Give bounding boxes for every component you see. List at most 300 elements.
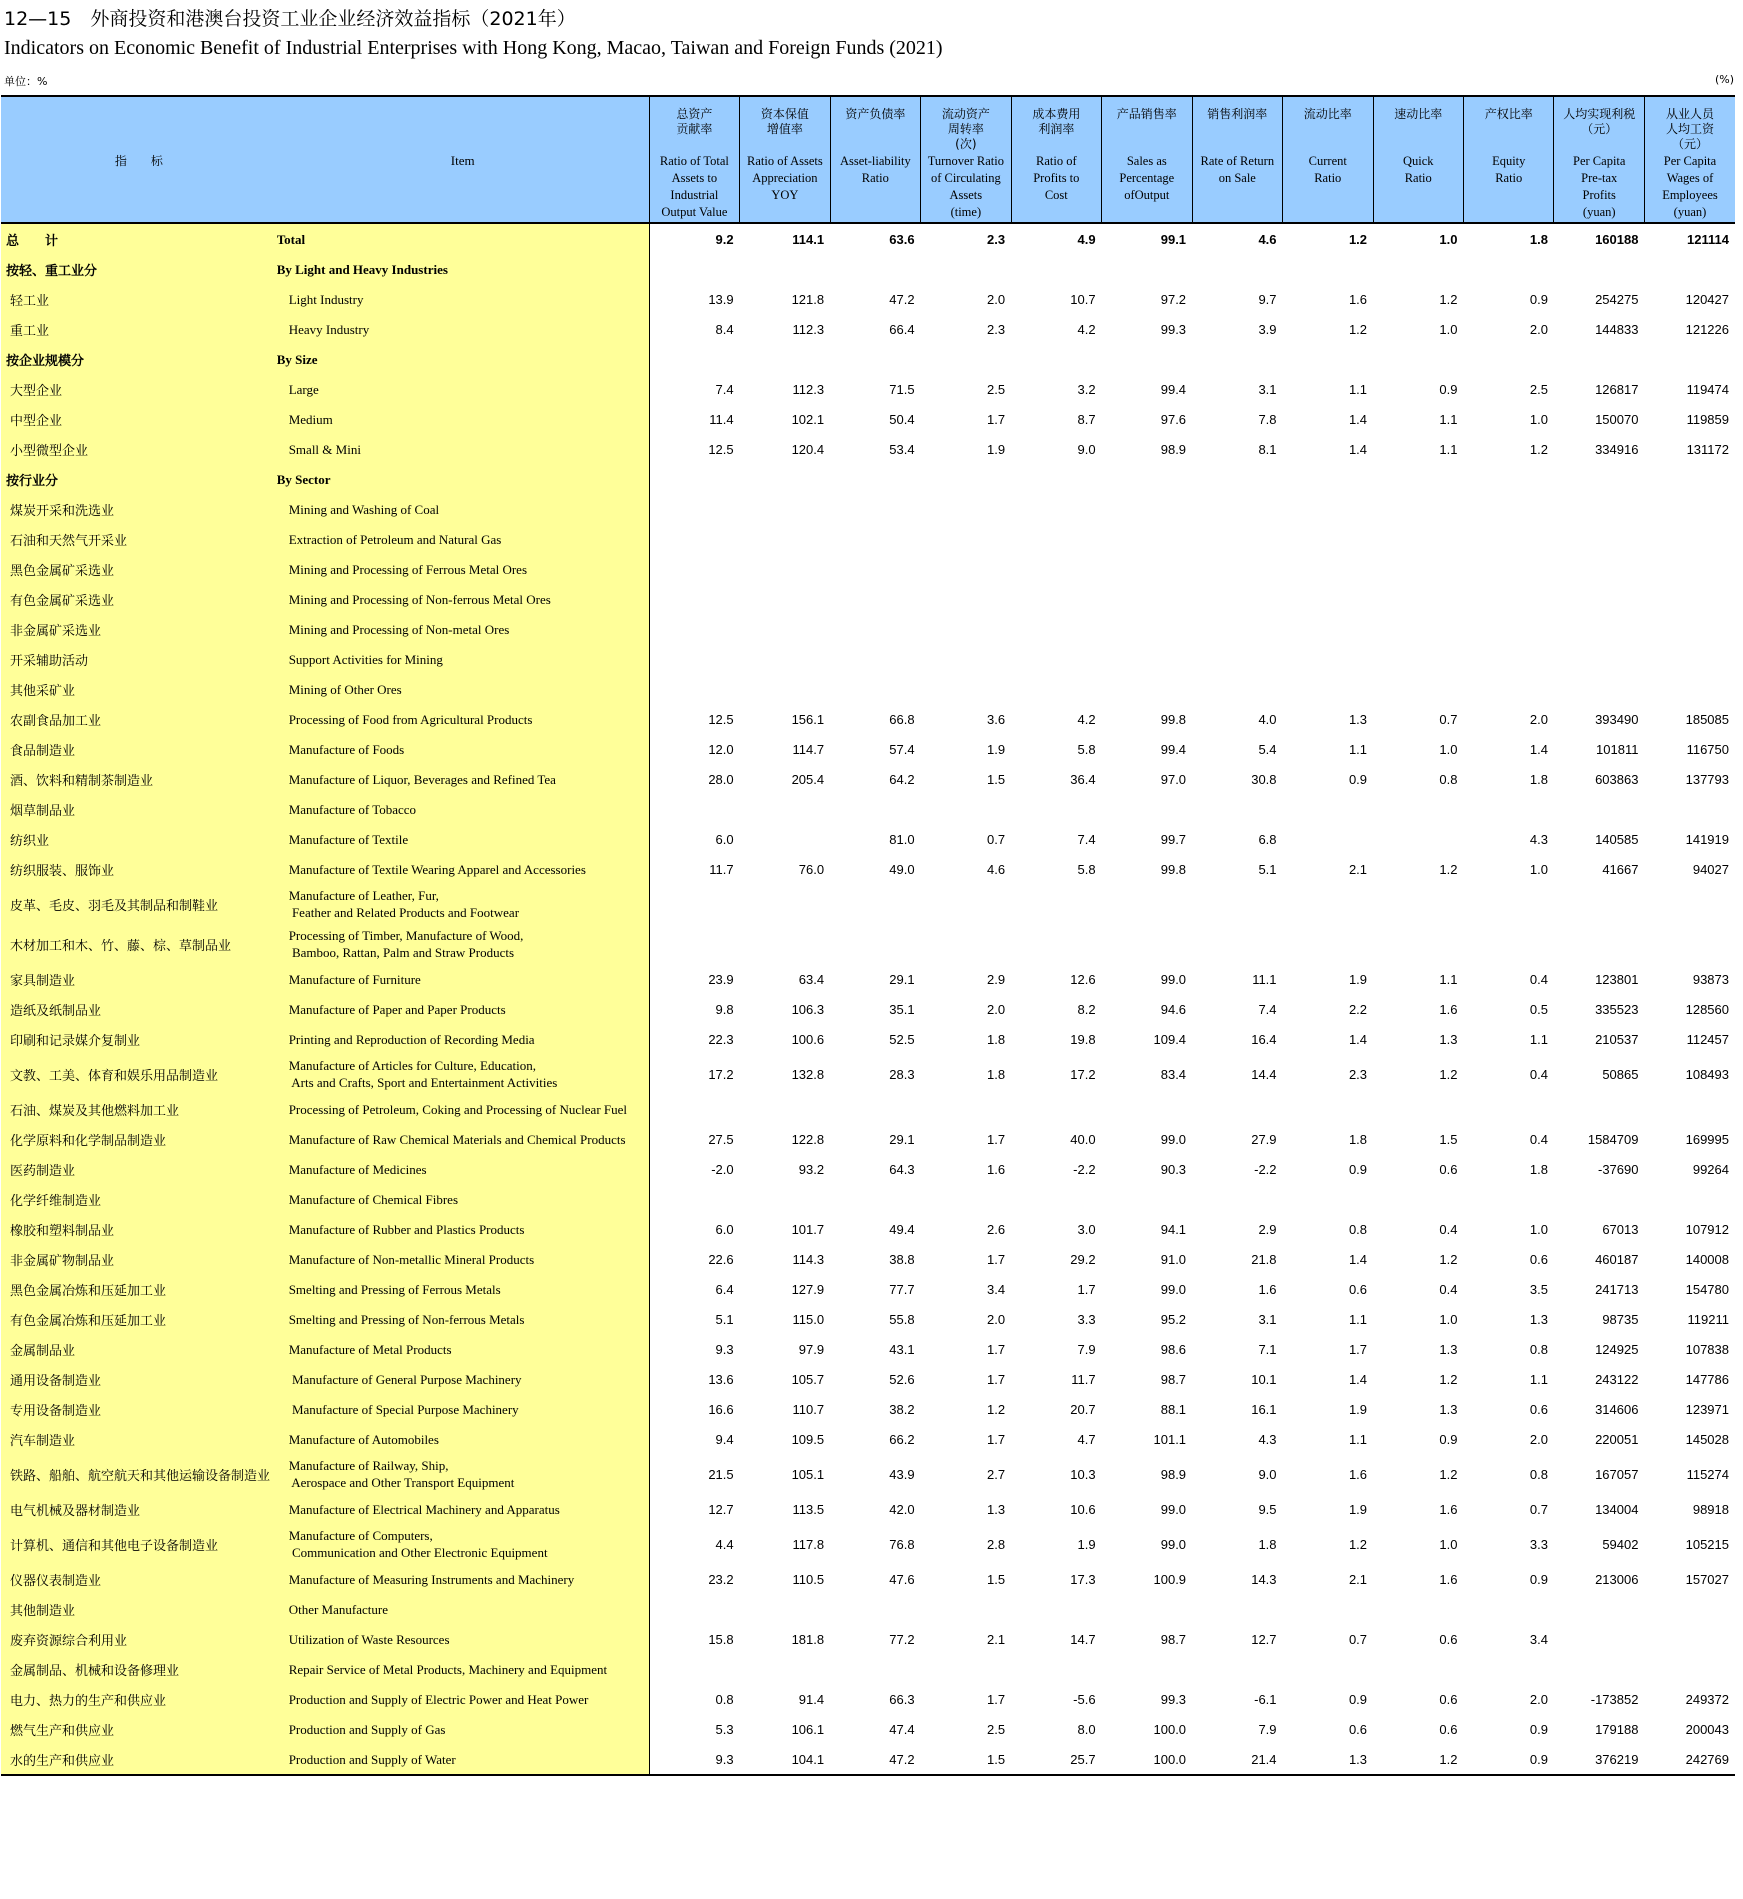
value-cell: 100.9 <box>1153 1571 1187 1587</box>
value-cell <box>649 794 739 824</box>
value-cell: 1.3 <box>1283 1744 1373 1775</box>
value-cell: 1.7 <box>987 411 1006 427</box>
value-cell: 99.8 <box>1160 711 1187 727</box>
row-label-cn: 按企业规模分 <box>1 344 277 374</box>
value-cell: 13.9 <box>708 291 734 307</box>
value-cell: 35.1 <box>889 1001 915 1017</box>
value-cell <box>1373 344 1463 374</box>
value-cell <box>1554 524 1644 554</box>
row-label-cn: 按行业分 <box>1 464 277 494</box>
column-header-cn: 成本费用 利润率 <box>1032 107 1081 136</box>
value-cell: 20.7 <box>1070 1401 1096 1417</box>
value-cell: 115.0 <box>792 1311 825 1327</box>
value-cell <box>1464 1594 1554 1624</box>
value-cell: 1.7 <box>987 1341 1006 1357</box>
value-cell <box>1192 674 1282 704</box>
column-header-en: Quick Ratio <box>1402 154 1434 185</box>
row-label-en-text: Manufacture of Special Purpose Machinery <box>288 1401 519 1417</box>
value-cell: 2.3 <box>987 321 1006 337</box>
value-cell <box>1011 884 1101 924</box>
column-header-cn: 资产负债率 <box>845 107 906 121</box>
value-cell <box>1373 794 1463 824</box>
column-header-en: Ratio of Profits to Cost <box>1033 154 1080 202</box>
value-cell: 2.0 <box>1529 711 1548 727</box>
value-cell: 100.6 <box>791 1031 825 1047</box>
row-label-cn: 印刷和记录媒介复制业 <box>1 1024 277 1054</box>
value-cell <box>830 1654 920 1684</box>
row-label-en <box>277 1494 649 1524</box>
table-row <box>1 1274 1735 1304</box>
value-cell: 107838 <box>1685 1341 1729 1357</box>
value-cell: 2.6 <box>987 1221 1006 1237</box>
value-cell: 0.9 <box>1348 1161 1368 1177</box>
value-cell: 63.4 <box>798 971 825 987</box>
value-cell: 23.9 <box>708 971 734 987</box>
value-cell: 50.4 <box>889 411 915 427</box>
value-cell: 4.6 <box>987 861 1006 877</box>
column-header <box>1192 96 1282 223</box>
value-cell: 3.3 <box>1529 1536 1548 1552</box>
value-cell: 4.0 <box>1258 711 1277 727</box>
value-cell: 1.0 <box>1439 741 1458 757</box>
value-cell <box>1373 884 1463 924</box>
row-label-en-text: Manufacture of Liquor, Beverages and Refined Tea <box>288 771 556 787</box>
value-cell: 132.8 <box>791 1066 825 1082</box>
value-cell: 36.4 <box>1070 771 1096 787</box>
header-row <box>1 96 1735 223</box>
table-row <box>1 1744 1735 1775</box>
table-row <box>1 1424 1735 1454</box>
value-cell: 21.5 <box>708 1466 734 1482</box>
value-cell: 10.1 <box>1251 1371 1277 1387</box>
column-header <box>1644 96 1735 223</box>
value-cell: 179188 <box>1595 1721 1639 1737</box>
value-cell <box>1644 1094 1735 1124</box>
value-cell: 91.0 <box>1160 1251 1187 1267</box>
value-cell: 1.3 <box>1348 711 1368 727</box>
value-cell <box>1192 584 1282 614</box>
value-cell: 9.8 <box>715 1001 734 1017</box>
value-cell: 460187 <box>1595 1251 1639 1267</box>
value-cell <box>1373 584 1463 614</box>
value-cell: 0.8 <box>1439 771 1458 787</box>
row-label-cn: 化学纤维制造业 <box>1 1184 277 1214</box>
row-label-en-text: Mining and Processing of Ferrous Metal Ores <box>288 561 528 577</box>
table-row <box>1 584 1735 614</box>
value-cell <box>1554 794 1644 824</box>
value-cell: 2.0 <box>987 1311 1006 1327</box>
value-cell <box>1554 344 1644 374</box>
value-cell: 59402 <box>1602 1536 1639 1552</box>
value-cell <box>1373 924 1463 964</box>
value-cell: 38.2 <box>889 1401 915 1417</box>
value-cell <box>921 1654 1011 1684</box>
value-cell: 0.6 <box>1439 1631 1458 1647</box>
value-cell: 97.9 <box>798 1341 825 1357</box>
value-cell <box>830 554 920 584</box>
value-cell <box>649 884 739 924</box>
value-cell <box>1102 494 1192 524</box>
table-row <box>1 1304 1735 1334</box>
value-cell: 128560 <box>1685 1001 1729 1017</box>
row-label-en-text: Manufacture of Chemical Fibres <box>288 1191 459 1207</box>
row-label-en-text: Processing of Petroleum, Coking and Processing of Nuclear Fuel <box>288 1101 628 1117</box>
value-cell: 119859 <box>1686 411 1729 427</box>
value-cell: 2.1 <box>1348 1571 1368 1587</box>
row-label-en <box>277 1124 649 1154</box>
value-cell <box>1102 254 1192 284</box>
value-cell <box>1102 614 1192 644</box>
table-row <box>1 554 1735 584</box>
row-label-en-text: Manufacture of Leather, Fur, Feather and Related Products and Footwear <box>288 888 520 920</box>
row-label-en <box>277 344 649 374</box>
value-cell: 4.7 <box>1077 1431 1096 1447</box>
table-row <box>1 1184 1735 1214</box>
value-cell: 220051 <box>1595 1431 1639 1447</box>
column-header-cn: 产品销售率 <box>1116 107 1177 121</box>
value-cell: 167057 <box>1595 1466 1639 1482</box>
value-cell <box>830 584 920 614</box>
value-cell <box>649 1654 739 1684</box>
value-cell: 7.9 <box>1258 1721 1277 1737</box>
table-row <box>1 924 1735 964</box>
row-label-cn: 汽车制造业 <box>1 1424 277 1454</box>
value-cell: 9.3 <box>649 1744 739 1775</box>
value-cell: 1.2 <box>987 1401 1006 1417</box>
value-cell <box>1644 1184 1735 1214</box>
value-cell: 22.3 <box>708 1031 734 1047</box>
value-cell: 2.7 <box>987 1466 1006 1482</box>
value-cell <box>1554 464 1644 494</box>
value-cell: 2.0 <box>1529 321 1548 337</box>
value-cell <box>1283 614 1373 644</box>
value-cell <box>740 614 830 644</box>
row-label-en <box>277 764 649 794</box>
value-cell <box>649 464 739 494</box>
value-cell <box>1011 584 1101 614</box>
value-cell: 2.3 <box>987 231 1006 247</box>
row-label-cn: 纺织服装、服饰业 <box>1 854 277 884</box>
value-cell <box>740 794 830 824</box>
table-row <box>1 1094 1735 1124</box>
column-header <box>1102 96 1192 223</box>
value-cell: 8.0 <box>1077 1721 1096 1737</box>
value-cell <box>921 674 1011 704</box>
row-label-cn: 纺织业 <box>1 824 277 854</box>
value-cell <box>740 884 830 924</box>
row-label-en <box>277 964 649 994</box>
value-cell: 1.1 <box>1348 1311 1368 1327</box>
value-cell: 98.7 <box>1160 1631 1187 1647</box>
value-cell: 3.6 <box>987 711 1006 727</box>
value-cell: 2.8 <box>987 1536 1006 1552</box>
value-cell: 53.4 <box>889 441 915 457</box>
value-cell <box>1102 1184 1192 1214</box>
table-row <box>1 1714 1735 1744</box>
value-cell: 114.3 <box>792 1251 825 1267</box>
value-cell: 210537 <box>1595 1031 1639 1047</box>
value-cell: 1.0 <box>1439 1311 1458 1327</box>
row-label-en <box>277 924 649 964</box>
value-cell: 14.3 <box>1251 1571 1277 1587</box>
row-label-en <box>277 524 649 554</box>
value-cell: 12.6 <box>1070 971 1096 987</box>
value-cell: 4.3 <box>1529 831 1548 847</box>
value-cell: 120427 <box>1685 291 1729 307</box>
value-cell <box>1192 1094 1282 1124</box>
value-cell: 156.1 <box>791 711 825 727</box>
value-cell <box>740 524 830 554</box>
value-cell: 113.5 <box>792 1501 825 1517</box>
value-cell: 66.3 <box>889 1691 915 1707</box>
row-label-cn: 仪器仪表制造业 <box>1 1564 277 1594</box>
value-cell: 47.6 <box>889 1571 915 1587</box>
value-cell <box>830 344 920 374</box>
value-cell: 52.6 <box>889 1371 915 1387</box>
value-cell <box>1192 644 1282 674</box>
value-cell <box>649 614 739 644</box>
value-cell <box>1644 1594 1735 1624</box>
value-cell <box>1464 924 1554 964</box>
value-cell: 335523 <box>1595 1001 1639 1017</box>
value-cell <box>740 464 830 494</box>
value-cell <box>1283 1094 1373 1124</box>
value-cell: 1.9 <box>1077 1536 1096 1552</box>
table-row <box>1 464 1735 494</box>
value-cell <box>1644 1624 1735 1654</box>
row-label-en-text: Manufacture of Paper and Paper Products <box>288 1001 506 1017</box>
row-label-cn: 电气机械及器材制造业 <box>1 1494 277 1524</box>
value-cell: 1.8 <box>1529 231 1548 247</box>
value-cell: 0.7 <box>1439 711 1458 727</box>
value-cell <box>740 1094 830 1124</box>
column-header-cn: 人均实现利税 （元） <box>1563 107 1636 136</box>
value-cell: 17.2 <box>708 1066 734 1082</box>
value-cell: 1.2 <box>1348 321 1368 337</box>
value-cell: 8.7 <box>1077 411 1096 427</box>
value-cell: 7.8 <box>1258 411 1277 427</box>
row-label-cn: 造纸及纸制品业 <box>1 994 277 1024</box>
value-cell <box>1644 584 1735 614</box>
value-cell <box>1644 254 1735 284</box>
row-label-cn: 通用设备制造业 <box>1 1364 277 1394</box>
value-cell: 9.3 <box>715 1341 734 1357</box>
value-cell: 106.3 <box>791 1001 825 1017</box>
value-cell: 119474 <box>1686 381 1729 397</box>
value-cell <box>1192 1654 1282 1684</box>
row-label-cn: 农副食品加工业 <box>1 704 277 734</box>
row-label-en <box>277 494 649 524</box>
table-row <box>1 1524 1735 1564</box>
table-row <box>1 1024 1735 1054</box>
value-cell: 141919 <box>1685 831 1729 847</box>
value-cell: 2.1 <box>987 1631 1006 1647</box>
value-cell: 1.2 <box>1529 441 1548 457</box>
row-label-en <box>277 1684 649 1714</box>
value-cell: 0.9 <box>1529 1571 1548 1587</box>
value-cell <box>1192 254 1282 284</box>
value-cell: 2.0 <box>987 1001 1006 1017</box>
value-cell <box>1011 344 1101 374</box>
value-cell: 1.1 <box>1439 971 1458 987</box>
value-cell: 147786 <box>1685 1371 1729 1387</box>
row-label-cn: 有色金属冶炼和压延加工业 <box>1 1304 277 1334</box>
table-row <box>1 1394 1735 1424</box>
value-cell: 2.1 <box>1348 861 1368 877</box>
value-cell: 0.6 <box>1348 1721 1368 1737</box>
value-cell: 1.9 <box>1348 1401 1368 1417</box>
value-cell <box>1102 344 1192 374</box>
value-cell: 127.9 <box>791 1281 825 1297</box>
value-cell <box>1011 494 1101 524</box>
value-cell <box>1011 1654 1101 1684</box>
value-cell: 38.8 <box>889 1251 915 1267</box>
value-cell: 29.2 <box>1070 1251 1096 1267</box>
value-cell: 1.2 <box>1373 1744 1463 1775</box>
value-cell: 3.1 <box>1258 1311 1277 1327</box>
value-cell: 95.2 <box>1160 1311 1187 1327</box>
row-label-en-text: Extraction of Petroleum and Natural Gas <box>288 531 502 547</box>
value-cell: 126817 <box>1595 381 1639 397</box>
value-cell: 119211 <box>1687 1311 1729 1327</box>
value-cell <box>921 554 1011 584</box>
value-cell: 0.4 <box>1529 1131 1548 1147</box>
row-label-cn: 石油和天然气开采业 <box>1 524 277 554</box>
value-cell: 0.6 <box>1439 1691 1458 1707</box>
value-cell <box>649 344 739 374</box>
value-cell <box>921 614 1011 644</box>
value-cell <box>921 884 1011 924</box>
table-row <box>1 644 1735 674</box>
value-cell: 100.0 <box>1102 1744 1192 1775</box>
value-cell: 7.4 <box>1077 831 1096 847</box>
value-cell: 91.4 <box>798 1691 825 1707</box>
value-cell: 0.9 <box>1439 381 1458 397</box>
row-label-cn: 燃气生产和供应业 <box>1 1714 277 1744</box>
value-cell: 140008 <box>1685 1251 1729 1267</box>
value-cell: 1.8 <box>1258 1536 1277 1552</box>
value-cell <box>830 644 920 674</box>
value-cell <box>1102 924 1192 964</box>
value-cell <box>1011 794 1101 824</box>
value-cell: 104.1 <box>740 1744 830 1775</box>
value-cell <box>921 344 1011 374</box>
value-cell <box>1373 524 1463 554</box>
value-cell <box>1554 554 1644 584</box>
value-cell: 1.0 <box>1439 321 1458 337</box>
row-label-en-text: Processing of Timber, Manufacture of Wood, Bamboo, Rattan, Palm and Straw Products <box>288 928 524 960</box>
value-cell: 1.1 <box>1529 1371 1548 1387</box>
row-label-en-text: Manufacture of Foods <box>288 741 405 757</box>
value-cell <box>1192 1184 1282 1214</box>
value-cell: 254275 <box>1595 291 1639 307</box>
row-label-en <box>277 1364 649 1394</box>
value-cell: 99.0 <box>1160 1536 1187 1552</box>
row-label-en-text: Manufacture of Textile <box>288 831 409 847</box>
indicator-table <box>1 95 1735 1776</box>
value-cell <box>1644 1654 1735 1684</box>
value-cell: 15.8 <box>708 1631 734 1647</box>
value-cell: -173852 <box>1590 1691 1639 1707</box>
row-label-en-text: Smelting and Pressing of Non-ferrous Metals <box>288 1311 525 1327</box>
value-cell: 1.8 <box>1348 1131 1368 1147</box>
value-cell: 99.0 <box>1160 1501 1187 1517</box>
value-cell <box>1011 524 1101 554</box>
row-label-en <box>277 254 649 284</box>
value-cell: -2.0 <box>711 1161 734 1177</box>
table-row <box>1 854 1735 884</box>
value-cell <box>1464 644 1554 674</box>
value-cell: 249372 <box>1685 1691 1729 1707</box>
value-cell: 122.8 <box>791 1131 825 1147</box>
row-label-en <box>277 704 649 734</box>
value-cell: 101.7 <box>791 1221 825 1237</box>
row-label-en-text: Support Activities for Mining <box>288 651 443 667</box>
value-cell <box>1464 674 1554 704</box>
value-cell: 99.8 <box>1160 861 1187 877</box>
value-cell: 99.0 <box>1160 971 1187 987</box>
value-cell: 200043 <box>1685 1721 1729 1737</box>
row-label-en <box>277 1624 649 1654</box>
value-cell <box>1102 1094 1192 1124</box>
row-label-en <box>277 1184 649 1214</box>
row-label-en <box>277 1244 649 1274</box>
value-cell: 1.9 <box>987 441 1006 457</box>
value-cell: 98735 <box>1602 1311 1639 1327</box>
value-cell: 94.1 <box>1160 1221 1187 1237</box>
value-cell: 47.2 <box>889 291 915 307</box>
row-label-en <box>277 1154 649 1184</box>
table-row <box>1 1054 1735 1094</box>
value-cell: 93.2 <box>798 1161 825 1177</box>
value-cell: 16.4 <box>1251 1031 1277 1047</box>
value-cell: 1.2 <box>1439 1251 1458 1267</box>
value-cell <box>1192 554 1282 584</box>
value-cell <box>1554 884 1644 924</box>
row-label-en-text: Utilization of Waste Resources <box>288 1631 450 1647</box>
value-cell <box>1283 494 1373 524</box>
value-cell: 101811 <box>1596 741 1639 757</box>
value-cell: 0.4 <box>1439 1221 1458 1237</box>
value-cell <box>1464 614 1554 644</box>
row-label-cn: 黑色金属冶炼和压延加工业 <box>1 1274 277 1304</box>
row-label-en <box>277 614 649 644</box>
value-cell <box>1554 1654 1644 1684</box>
value-cell: 0.5 <box>1529 1001 1548 1017</box>
value-cell <box>1011 1094 1101 1124</box>
column-header-en: Rate of Return on Sale <box>1200 154 1275 185</box>
value-cell <box>921 794 1011 824</box>
value-cell: 14.4 <box>1251 1066 1277 1082</box>
value-cell: 9.0 <box>1077 441 1096 457</box>
row-label-en-text: Manufacture of Raw Chemical Materials and Chemical Products <box>288 1131 626 1147</box>
value-cell: 4.2 <box>1077 321 1096 337</box>
value-cell: 0.6 <box>1439 1161 1458 1177</box>
value-cell: 7.4 <box>1258 1001 1277 1017</box>
value-cell: 76.8 <box>889 1536 915 1552</box>
value-cell <box>1554 1094 1644 1124</box>
row-label-cn: 计算机、通信和其他电子设备制造业 <box>1 1524 277 1564</box>
value-cell: 137793 <box>1685 771 1729 787</box>
value-cell: 71.5 <box>889 381 915 397</box>
value-cell: 1.4 <box>1348 1371 1368 1387</box>
table-row <box>1 764 1735 794</box>
value-cell: 3.1 <box>1258 381 1277 397</box>
value-cell <box>830 524 920 554</box>
value-cell: 1.8 <box>1529 771 1548 787</box>
value-cell <box>1644 614 1735 644</box>
value-cell: 1.6 <box>1439 1571 1458 1587</box>
